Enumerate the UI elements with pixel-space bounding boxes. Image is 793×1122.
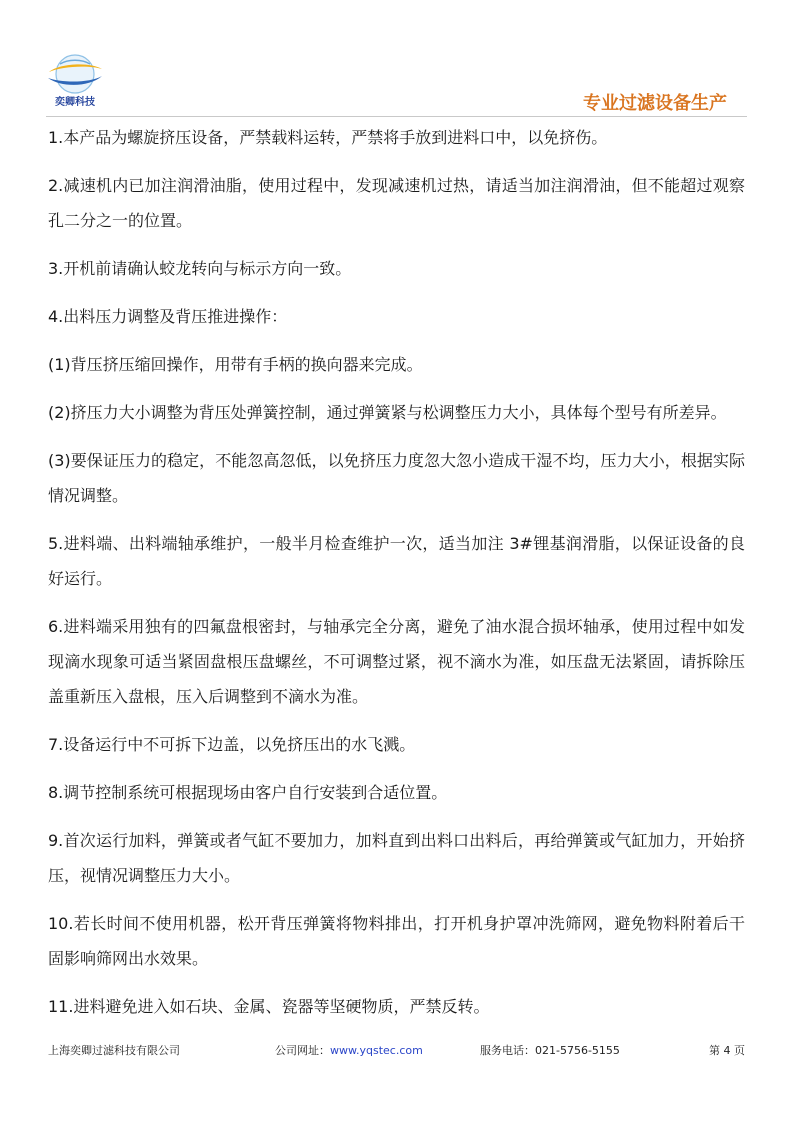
instruction-item: 4.出料压力调整及背压推进操作： xyxy=(48,307,288,326)
instruction-item: 6.进料端采用独有的四氟盘根密封，与轴承完全分离，避免了油水混合损坏轴承，使用过程中如发现滴水现象可适当紧固盘根压盘螺丝，不可调整过紧，视不滴水为准，如压盘无法紧固，请拆除压盖重新压入盘根，压入后调整到不滴水为准。 xyxy=(48,617,745,706)
footer-website-link[interactable]: www.yqstec.com xyxy=(330,1044,423,1057)
instruction-item: (3)要保证压力的稳定，不能忽高忽低，以免挤压力度忽大忽小造成干湿不均，压力大小，根据实际情况调整。 xyxy=(48,451,745,505)
logo-text: 奕卿科技 xyxy=(55,97,95,108)
instruction-item: 9.首次运行加料，弹簧或者气缸不要加力，加料直到出料口出料后，再给弹簧或气缸加力，开始挤压，视情况调整压力大小。 xyxy=(48,831,745,885)
footer-company: 上海奕卿过滤科技有限公司 xyxy=(48,1044,180,1057)
instruction-item: 2.减速机内已加注润滑油脂，使用过程中，发现减速机过热，请适当加注润滑油，但不能超过观察孔二分之一的位置。 xyxy=(48,176,745,230)
header-slogan: 专业过滤设备生产 xyxy=(583,93,727,114)
instruction-item: (2)挤压力大小调整为背压处弹簧控制，通过弹簧紧与松调整压力大小，具体每个型号有所差异。 xyxy=(48,403,727,422)
page-number: 第 4 页 xyxy=(709,1044,745,1057)
instruction-item: 3.开机前请确认蛟龙转向与标示方向一致。 xyxy=(48,259,352,278)
instruction-item: 1.本产品为螺旋挤压设备，严禁载料运转，严禁将手放到进料口中，以免挤伤。 xyxy=(48,128,608,147)
instruction-item: (1)背压挤压缩回操作，用带有手柄的换向器来完成。 xyxy=(48,355,423,374)
footer-website-label: 公司网址： xyxy=(275,1044,330,1057)
instruction-item: 7.设备运行中不可拆下边盖，以免挤压出的水飞溅。 xyxy=(48,735,416,754)
footer-website xyxy=(275,1042,423,1058)
instruction-item: 8.调节控制系统可根据现场由客户自行安装到合适位置。 xyxy=(48,783,448,802)
page-footer xyxy=(48,1042,745,1058)
instruction-item: 5.进料端、出料端轴承维护，一般半月检查维护一次，适当加注 3#锂基润滑脂，以保证设备的良好运行。 xyxy=(48,534,745,588)
instruction-item: 10.若长时间不使用机器，松开背压弹簧将物料排出，打开机身护罩冲洗筛网，避免物料附着后干固影响筛网出水效果。 xyxy=(48,914,745,968)
instruction-list xyxy=(48,120,745,1037)
globe-logo-icon xyxy=(46,52,104,96)
header-divider xyxy=(46,116,747,117)
instruction-item: 11.进料避免进入如石块、金属、瓷器等坚硬物质，严禁反转。 xyxy=(48,997,490,1016)
footer-phone: 服务电话：021-5756-5155 xyxy=(480,1044,620,1057)
company-logo xyxy=(46,52,104,108)
